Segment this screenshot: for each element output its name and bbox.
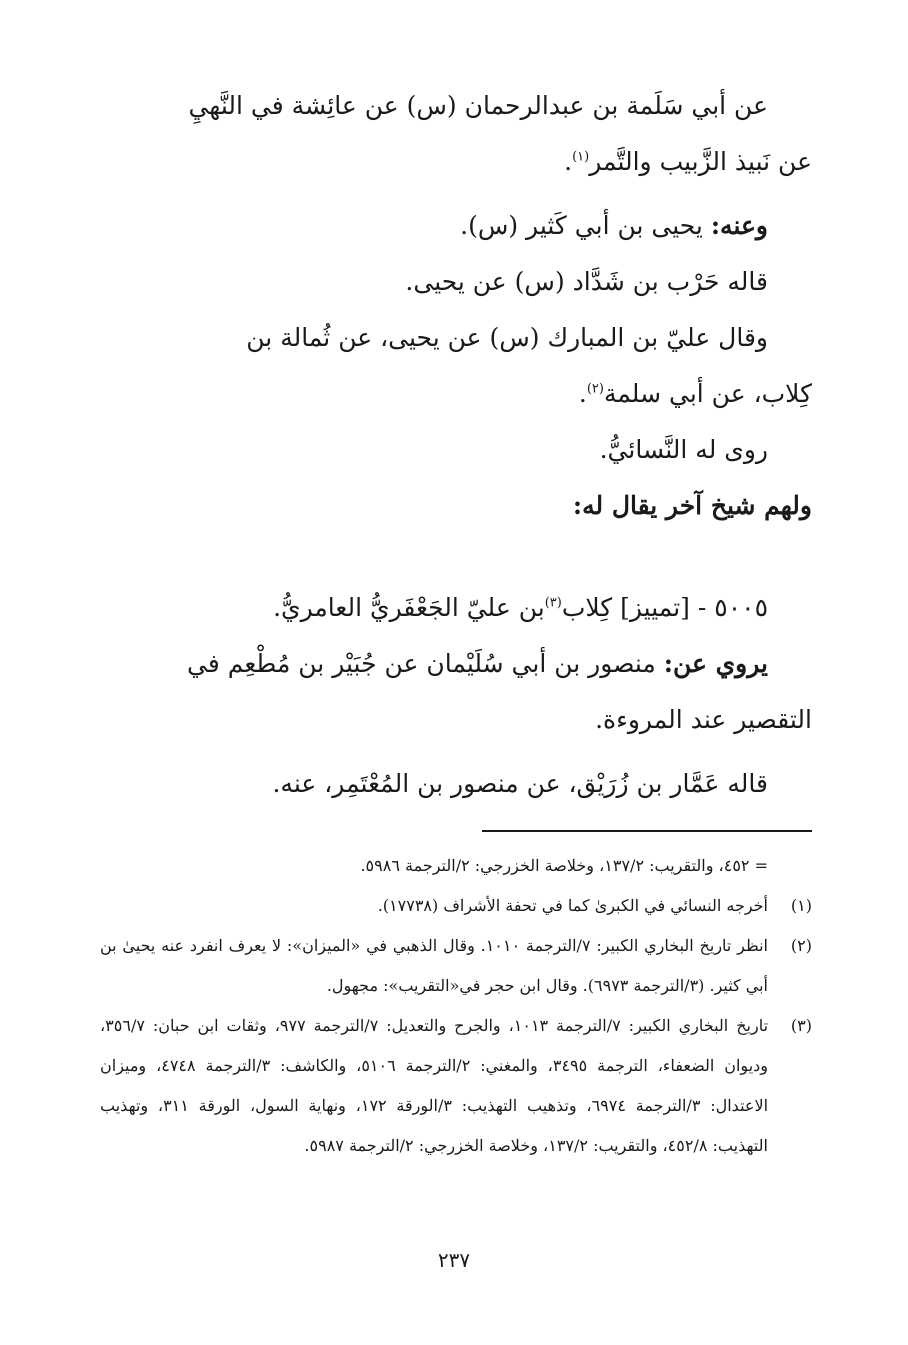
main-text xyxy=(100,78,812,812)
footnote-ref: (٣) xyxy=(544,595,562,611)
footnote-2: (٢) انظر تاريخ البخاري الكبير: ٧/الترجمة ١٠١٠. وقال الذهبي في «الميزان»: لا يعرف انفرد عنه يحيىٰ بن أبي كثير. (٣/الترجمة ٦٩٧٣). وقال ابن حجر في«التقريب»: مجهول. xyxy=(100,926,812,1006)
footnote-ref: (٢) xyxy=(586,381,604,397)
footnote-number: (٣) xyxy=(790,1016,812,1035)
footnote-1: (١) أخرجه النسائي في الكبرىٰ كما في تحفة الأشراف (١٧٧٣٨). xyxy=(100,886,812,926)
paragraph: قاله حَرْب بن شَدَّاد (س) عن يحيى. xyxy=(405,267,768,296)
section-label: وعنه: xyxy=(710,211,768,240)
paragraph-heading: ولهم شيخ آخر يقال له: xyxy=(572,491,812,520)
paragraph-line: وقال عليّ بن المبارك (س) عن يحيى، عن ثُمالة بن xyxy=(246,323,768,352)
paragraph-line: عن أبي سَلَمة بن عبدالرحمان (س) عن عائِشة في النَّهيِ xyxy=(188,91,768,120)
footnote-divider xyxy=(482,830,812,832)
footnote-continuation: = ٤٥٢، والتقريب: ١٣٧/٢، وخلاصة الخزرجي: ٢/الترجمة ٥٩٨٦. xyxy=(360,856,768,875)
footnote-number: (١) xyxy=(790,896,812,915)
page-number: ٢٣٧ xyxy=(437,1248,471,1272)
footnote-number: (٢) xyxy=(790,936,812,955)
paragraph: وعنه: يحيى بن أبي كَثير (س). xyxy=(460,211,768,240)
paragraph: قاله عَمَّار بن زُرَيْق، عن منصور بن المُعْتَمِر، عنه. xyxy=(272,769,768,798)
paragraph-line: التقصير عند المروءة. xyxy=(595,705,812,734)
paragraph-line: عن نَبيذ الزَّبيب والتَّمر$^{(١)}$. xyxy=(564,147,812,176)
paragraph: روى له النَّسائيُّ. xyxy=(599,435,768,464)
footnotes xyxy=(100,846,812,1166)
footnote-ref: (١) xyxy=(572,149,590,165)
footnote-3: (٣) تاريخ البخاري الكبير: ٧/الترجمة ١٠١٣، والجرح والتعديل: ٧/الترجمة ٩٧٧، وثقات ابن حبان: ٣٥٦/٧، وديوان الضعفاء، الترجمة ٣٤٩٥، والمغني: ٢/الترجمة ٥١٠٦، والكاشف: ٣/الترجمة ٤٧٤٨، وميزان الاعتدال: ٣/الترجمة ٦٩٧٤، وتذهيب التهذيب: ٣/الورقة ١٧٢، ونهاية السول، الورقة ٣١١، وتهذيب التهذيب: ٤٥٢/٨، والتقريب: ١٣٧/٢، وخلاصة الخزرجي: ٢/الترجمة ٥٩٨٧. xyxy=(100,1006,812,1166)
section-label: يروي عن: xyxy=(663,649,768,678)
paragraph-line: كِلاب، عن أبي سلمة$^{(٢)}$. xyxy=(578,379,812,408)
entry-heading: ٥٠٠٥ - [تمييز] كِلاب$^{(٣)}$بن عليّ الجَعْفَريُّ العامريُّ. xyxy=(273,593,768,622)
paragraph-line: يروي عن: منصور بن أبي سُلَيْمان عن جُبَيْر بن مُطْعِم في xyxy=(187,649,768,678)
